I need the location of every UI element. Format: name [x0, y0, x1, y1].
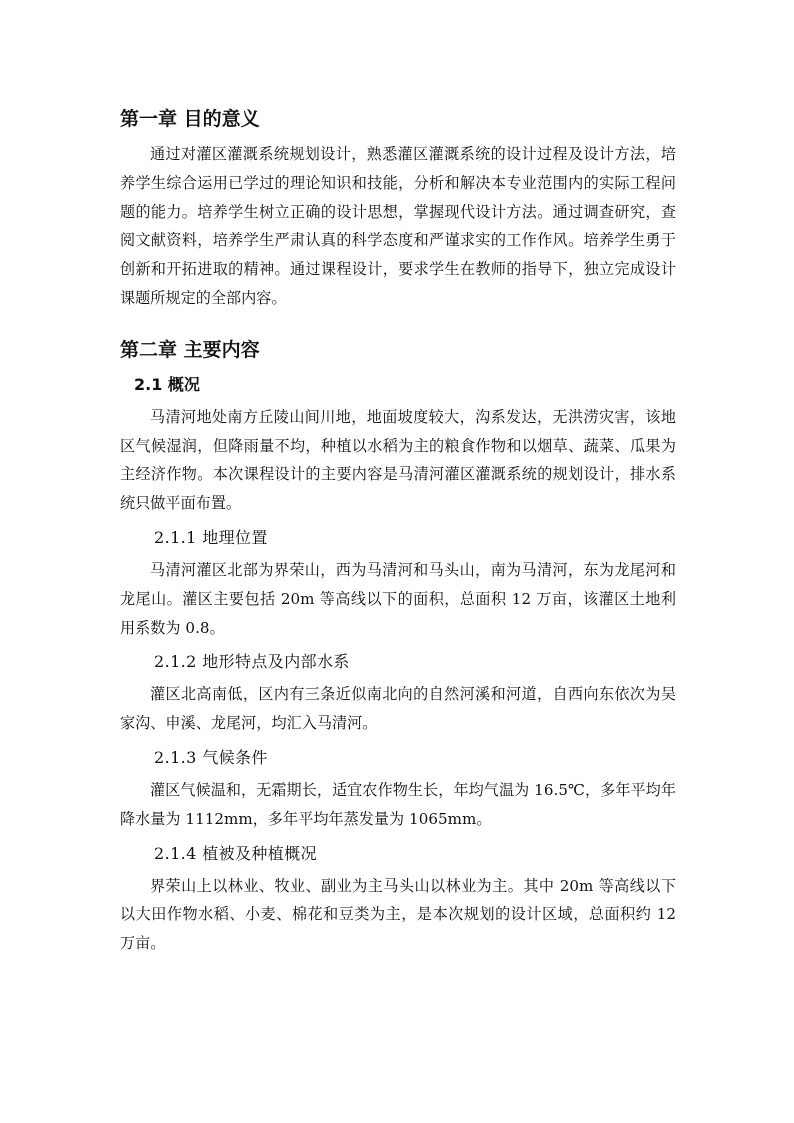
document-body: [120, 106, 676, 958]
subsection-2-1-2-paragraph: 灌区北高南低，区内有三条近似南北向的自然河溪和河道，自西向东依次为吴家沟、申溪、龙尾河，均汇入马清河。: [120, 685, 676, 733]
subsection-2-1-1-paragraph: 马清河灌区北部为界荣山，西为马清河和马头山，南为马清河，东为龙尾河和龙尾山。灌区主要包括 20m 等高线以下的面积，总面积 12 万亩，该灌区土地利用系数为 0.8。: [120, 560, 676, 637]
chapter-1-heading: 第一章 目的意义: [120, 108, 260, 130]
subsection-2-1-2-heading: 2.1.2 地形特点及内部水系: [154, 652, 350, 672]
subsection-2-1-4-heading: 2.1.4 植被及种植概况: [154, 843, 317, 863]
subsection-2-1-1-heading: 2.1.1 地理位置: [154, 527, 268, 547]
subsection-2-1-3-paragraph: 灌区气候温和，无霜期长，适宜农作物生长，年均气温为 16.5℃，多年平均年降水量为 1112mm，多年平均年蒸发量为 1065mm。: [120, 780, 676, 828]
chapter-1-paragraph: 通过对灌区灌溉系统规划设计，熟悉灌区灌溉系统的设计过程及设计方法，培养学生综合运用已学过的理论知识和技能，分析和解决本专业范围内的实际工程问题的能力。培养学生树立正确的设计思想，掌握现代设计方法。通过调查研究，查阅文献资料，培养学生严肃认真的科学态度和严谨求实的工作作风。培养学生勇于创新和开拓进取的精神。通过课程设计，要求学生在教师的指导下，独立完成设计课题所规定的全部内容。: [120, 145, 676, 307]
subsection-2-1-3-heading: 2.1.3 气候条件: [154, 747, 268, 767]
section-2-1-paragraph: 马清河地处南方丘陵山间川地，地面坡度较大，沟系发达，无洪涝灾害，该地区气候湿润，但降雨量不均，种植以水稻为主的粮食作物和以烟草、蔬菜、瓜果为主经济作物。本次课程设计的主要内容是马清河灌区灌溉系统的规划设计，排水系统只做平面布置。: [120, 407, 676, 513]
subsection-2-1-4-paragraph: 界荣山上以林业、牧业、副业为主马头山以林业为主。其中 20m 等高线以下以大田作物水稻、小麦、棉花和豆类为主，是本次规划的设计区域，总面积约 12 万亩。: [120, 876, 676, 953]
section-2-1-heading: 2.1 概况: [134, 374, 200, 394]
chapter-2-heading: 第二章 主要内容: [120, 338, 260, 361]
